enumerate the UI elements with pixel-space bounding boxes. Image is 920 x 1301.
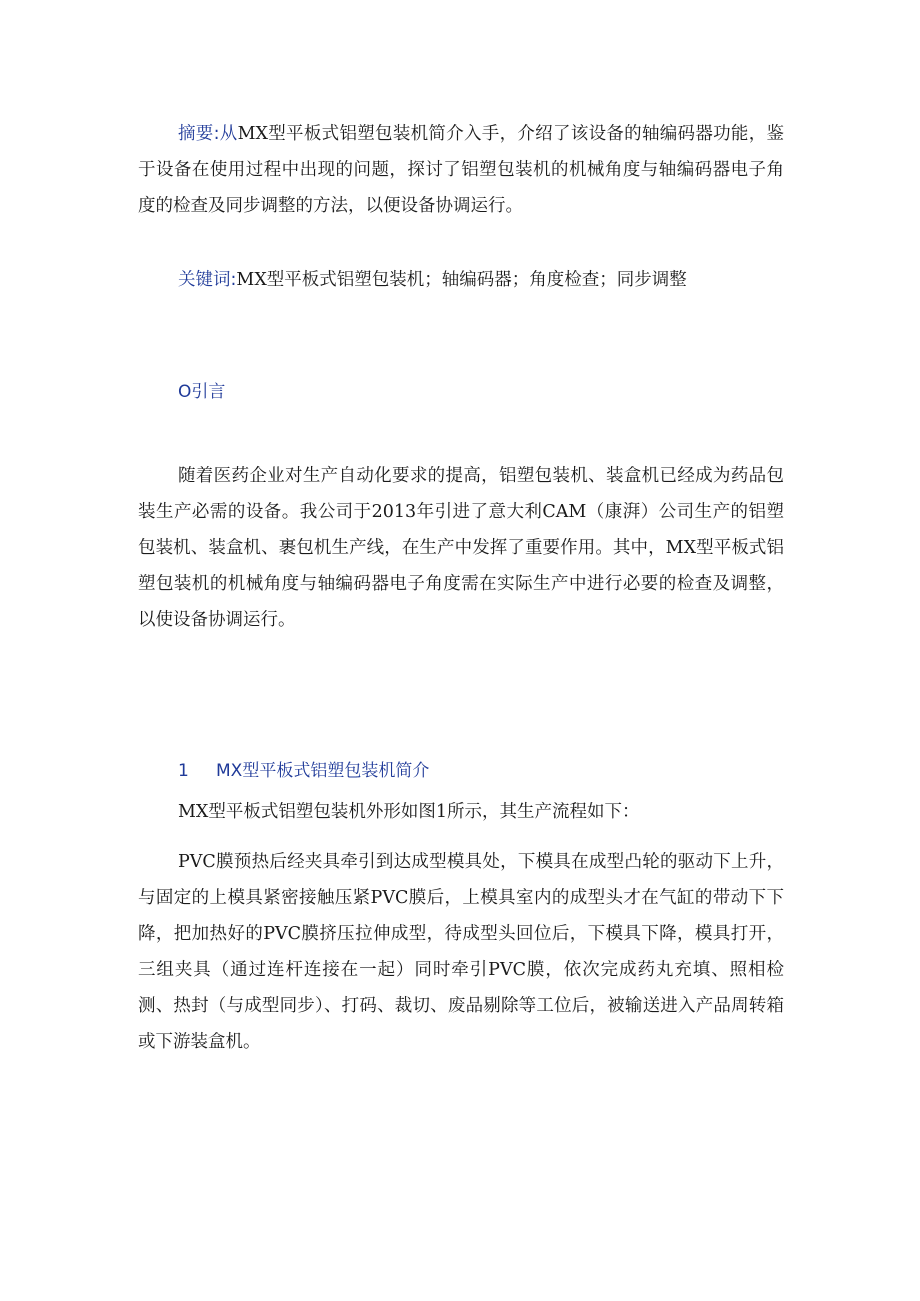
keywords-line <box>178 262 687 298</box>
intro-paragraph: 随着医药企业对生产自动化要求的提高，铝塑包装机、装盒机已经成为药品包装生产必需的设备。我公司于2013年引进了意大利CAM（康湃）公司生产的铝塑包装机、装盒机、裹包机生产线，在生产中发挥了重要作用。其中，MX型平板式铝塑包装机的机械角度与轴编码器电子角度需在实际生产中进行必要的检查及调整，以使设备协调运行。 <box>138 466 784 630</box>
abstract-label: 摘要: <box>178 124 220 144</box>
section1-paragraph-1: MX型平板式铝塑包装机外形如图1所示，其生产流程如下： <box>178 802 640 822</box>
abstract-paragraph <box>138 116 784 224</box>
abstract-lead: 从 <box>219 124 238 144</box>
keywords-text: MX型平板式铝塑包装机；轴编码器；角度检查；同步调整 <box>236 270 687 290</box>
section1-heading <box>178 756 429 781</box>
abstract-text: MX型平板式铝塑包装机简介入手，介绍了该设备的轴编码器功能，鉴于设备在使用过程中出现的问题，探讨了铝塑包装机的机械角度与轴编码器电子角度的检查及同步调整的方法，以便设备协调运行。 <box>138 124 785 216</box>
section1-title: MX型平板式铝塑包装机简介 <box>216 761 430 781</box>
section1-number: 1 <box>178 761 189 781</box>
keywords-label: 关键词: <box>178 270 237 290</box>
intro-heading: O引言 <box>178 382 226 402</box>
section1-paragraph-2: PVC膜预热后经夹具牵引到达成型模具处，下模具在成型凸轮的驱动下上升，与固定的上模具紧密接触压紧PVC膜后，上模具室内的成型头才在气缸的带动下下降，把加热好的PVC膜挤压拉伸成型，待成型头回位后，下模具下降，模具打开，三组夹具（通过连杆连接在一起）同时牵引PVC膜，依次完成药丸充填、照相检测、热封（与成型同步）、打码、裁切、废品剔除等工位后，被输送进入产品周转箱或下游装盒机。 <box>138 852 784 1052</box>
